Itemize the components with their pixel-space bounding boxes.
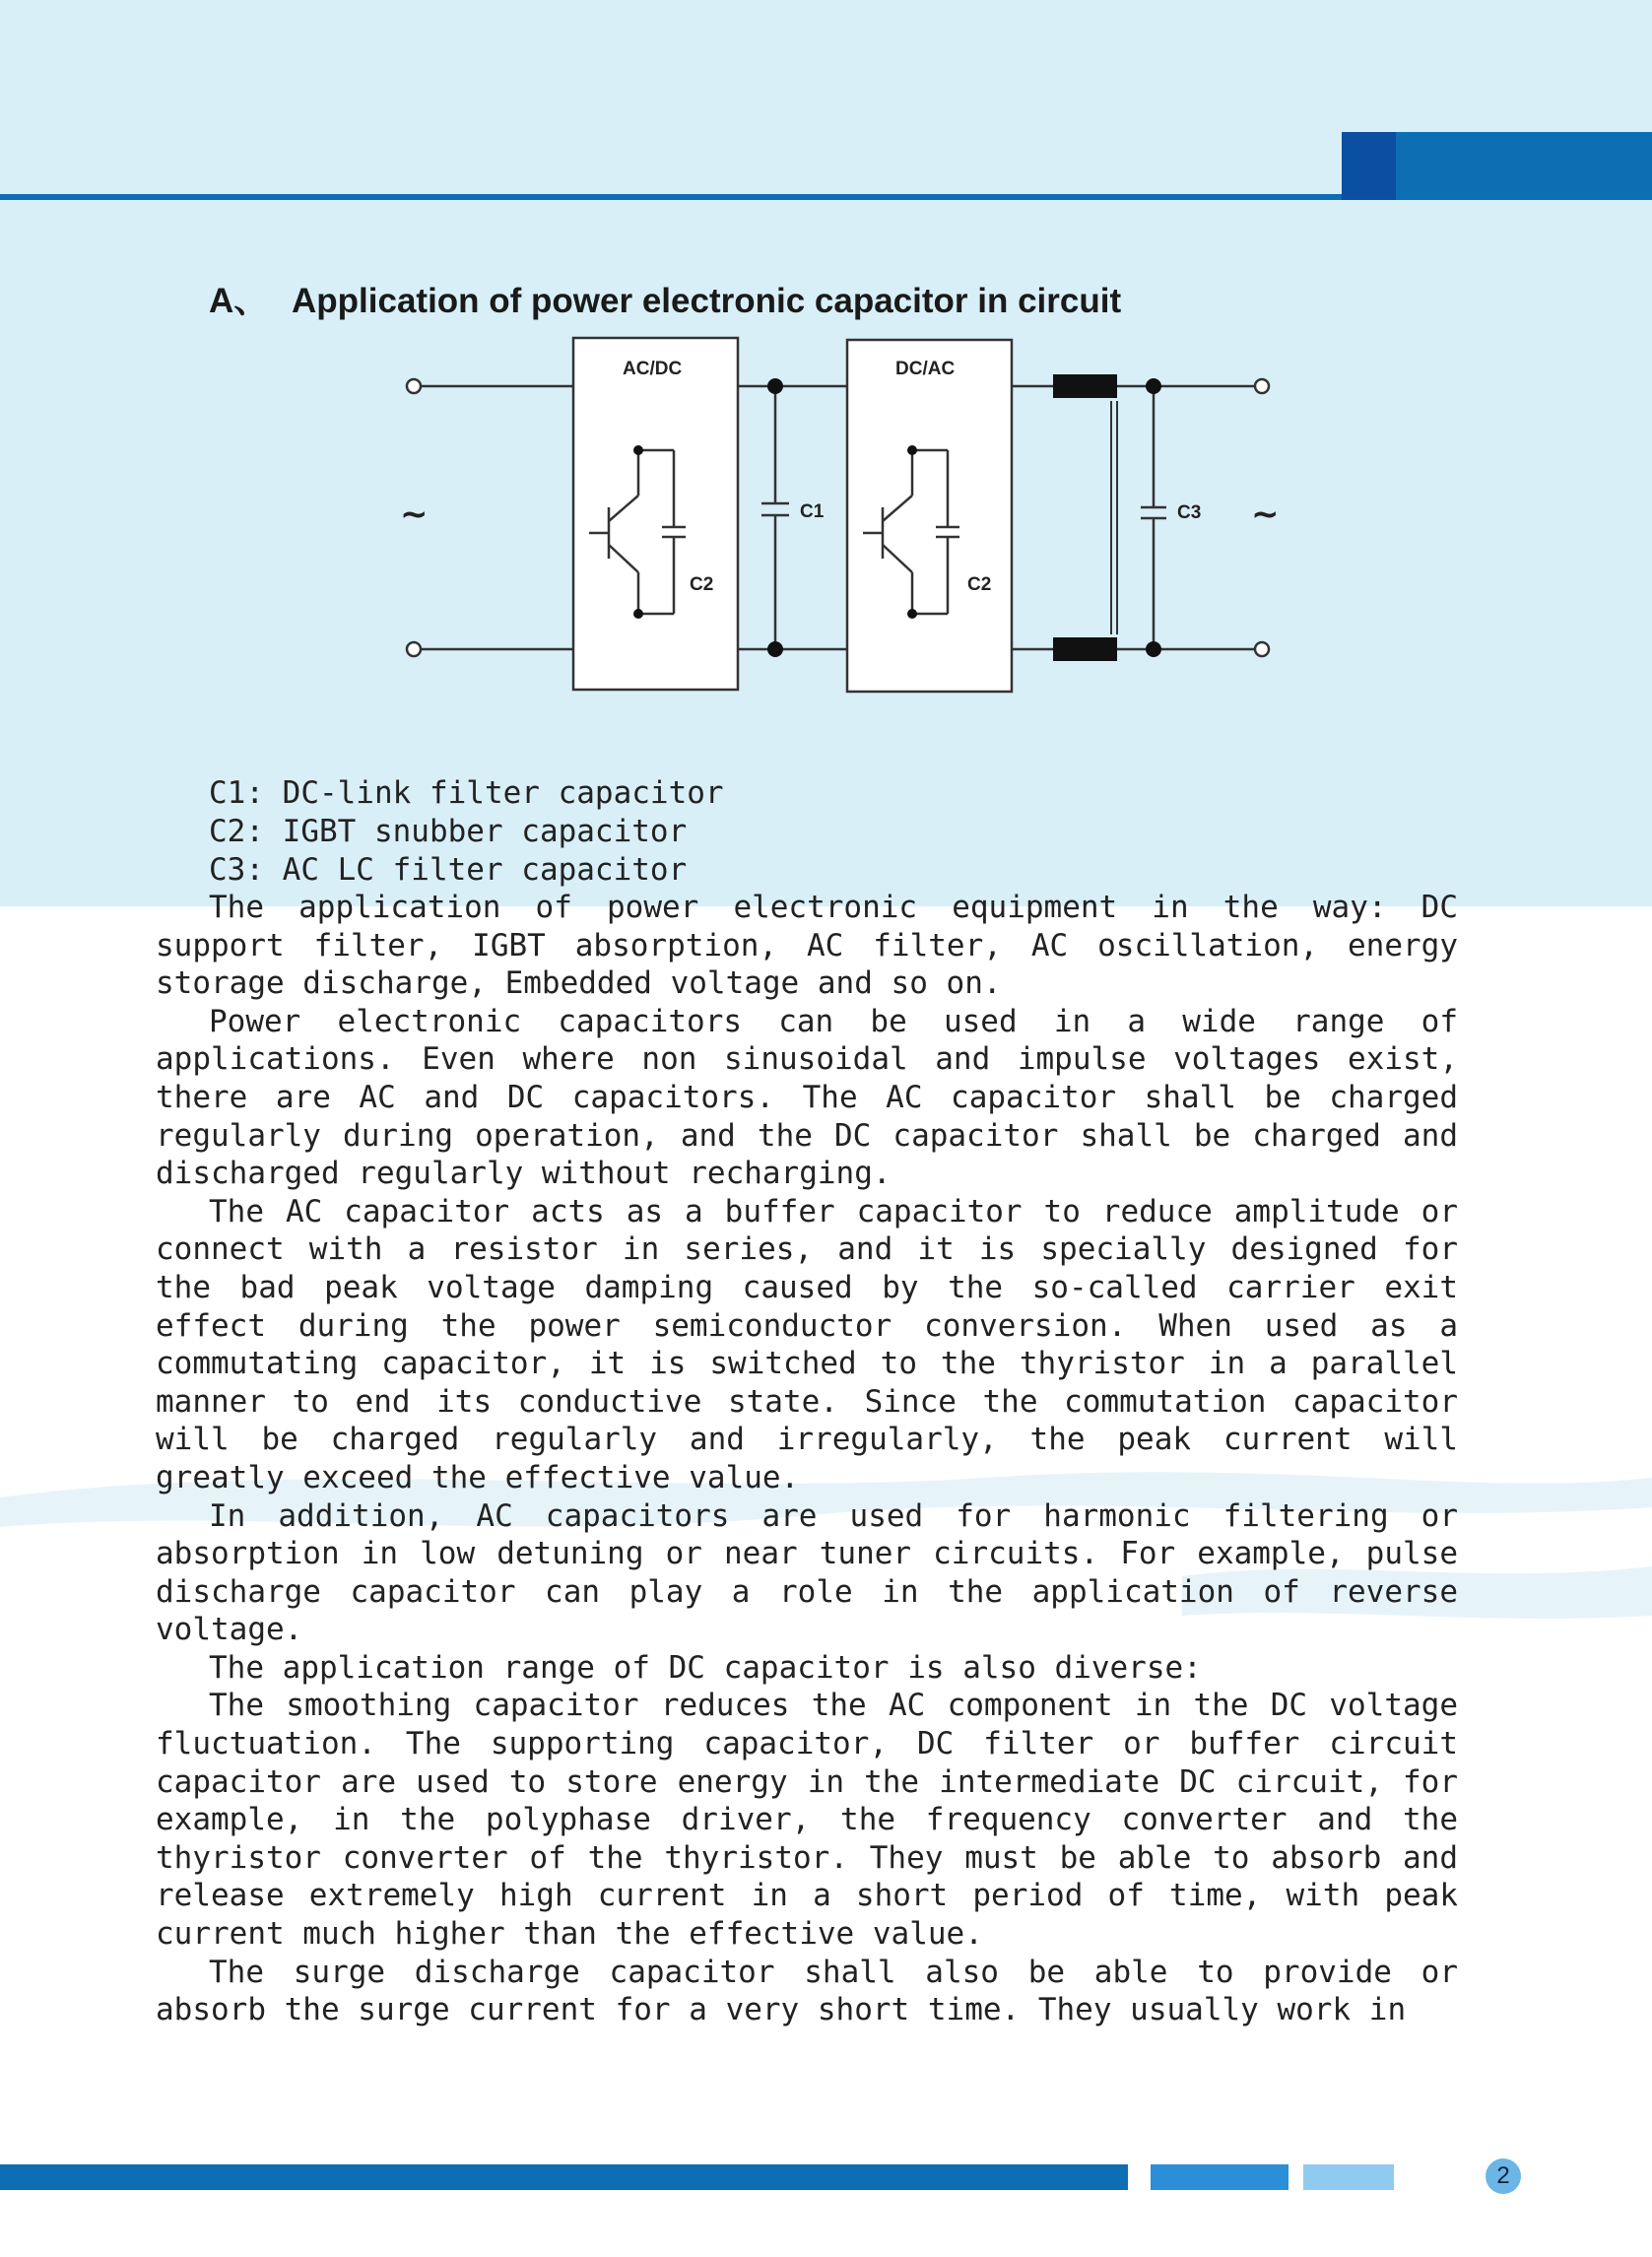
- legend-item-c3: C3: AC LC filter capacitor: [209, 852, 688, 888]
- paragraph-5: The application range of DC capacitor is also diverse:: [209, 1649, 1202, 1686]
- dc-ac-label: DC/AC: [895, 359, 956, 379]
- section-heading: [209, 274, 1121, 323]
- paragraph-4: In addition, AC capacitors are used for harmonic filtering or absorption in low detuning or near tuner circuits. For example, pulse discharge capacitor can play a role in the application of reverse voltage.: [156, 1497, 1458, 1648]
- dc-ac-block: [847, 340, 1012, 692]
- terminal-left-top: [407, 379, 421, 393]
- c3-label: C3: [1177, 502, 1202, 523]
- paragraph-6: The smoothing capacitor reduces the AC component in the DC voltage fluctuation. The supporting capacitor, DC filter or buffer circuit capacitor are used to store energy in the intermediate DC circuit, for example, in the polyphase driver, the frequency converter and the thyristor converter of the thyristor. They must be able to absorb and release extremely high current in a short period of time, with peak current much higher than the effective value.: [156, 1688, 1458, 1953]
- top-accent-block: [1396, 132, 1652, 200]
- body-text: [156, 889, 1458, 2029]
- capacitor-legend: [209, 774, 724, 890]
- section-number: A、: [209, 282, 269, 320]
- paragraph-7: The surge discharge capacitor shall also be able to provide or absorb the surge current for a very short time. They usually work in: [156, 1954, 1458, 2028]
- c1-label: C1: [800, 501, 825, 522]
- top-accent-block-dark: [1342, 132, 1396, 200]
- section-title: Application of power electronic capacitor in circuit: [292, 282, 1122, 320]
- legend-item-c1: C1: DC-link filter capacitor: [209, 775, 724, 811]
- bottom-accent-block-1: [1151, 2164, 1289, 2190]
- c2-label-1: C2: [690, 574, 714, 595]
- paragraph-2: Power electronic capacitors can be used in a wide range of applications. Even where non sinusoidal and impulse voltages exist, there are AC and DC capacitors. The AC capacitor shall be charged regularly during operation, and the DC capacitor shall be charged and discharged regularly without recharging.: [156, 1003, 1458, 1192]
- terminal-left-bottom: [407, 642, 421, 656]
- legend-item-c2: C2: IGBT snubber capacitor: [209, 814, 688, 849]
- ac-dc-block: [573, 338, 738, 690]
- circuit-diagram: [394, 330, 1281, 704]
- ac-dc-label: AC/DC: [623, 359, 683, 379]
- terminal-right-top: [1255, 379, 1269, 393]
- inductor-top: [1053, 374, 1117, 398]
- page-number: 2: [1486, 2158, 1521, 2194]
- c2-label-2: C2: [967, 574, 992, 595]
- paragraph-1: The application of power electronic equipment in the way: DC support filter, IGBT absorption, AC filter, AC oscillation, energy storage discharge, Embedded voltage and so on.: [156, 890, 1458, 1002]
- ac-symbol-right: ~: [1251, 495, 1280, 534]
- bottom-bar: [0, 2164, 1128, 2190]
- bottom-accent-block-2: [1303, 2164, 1394, 2190]
- ac-symbol-left: ~: [400, 495, 429, 534]
- paragraph-3: The AC capacitor acts as a buffer capacitor to reduce amplitude or connect with a resistor in series, and it is specially designed for the bad peak voltage damping caused by the so-called carrier exit effect during the power semiconductor conversion. When used as a commutating capacitor, it is switched to the thyristor in a parallel manner to end its conductive state. Since the commutation capacitor will be charged regularly and irregularly, the peak current will greatly exceed the effective value.: [156, 1193, 1458, 1495]
- inductor-bottom: [1053, 637, 1117, 661]
- terminal-right-bottom: [1255, 642, 1269, 656]
